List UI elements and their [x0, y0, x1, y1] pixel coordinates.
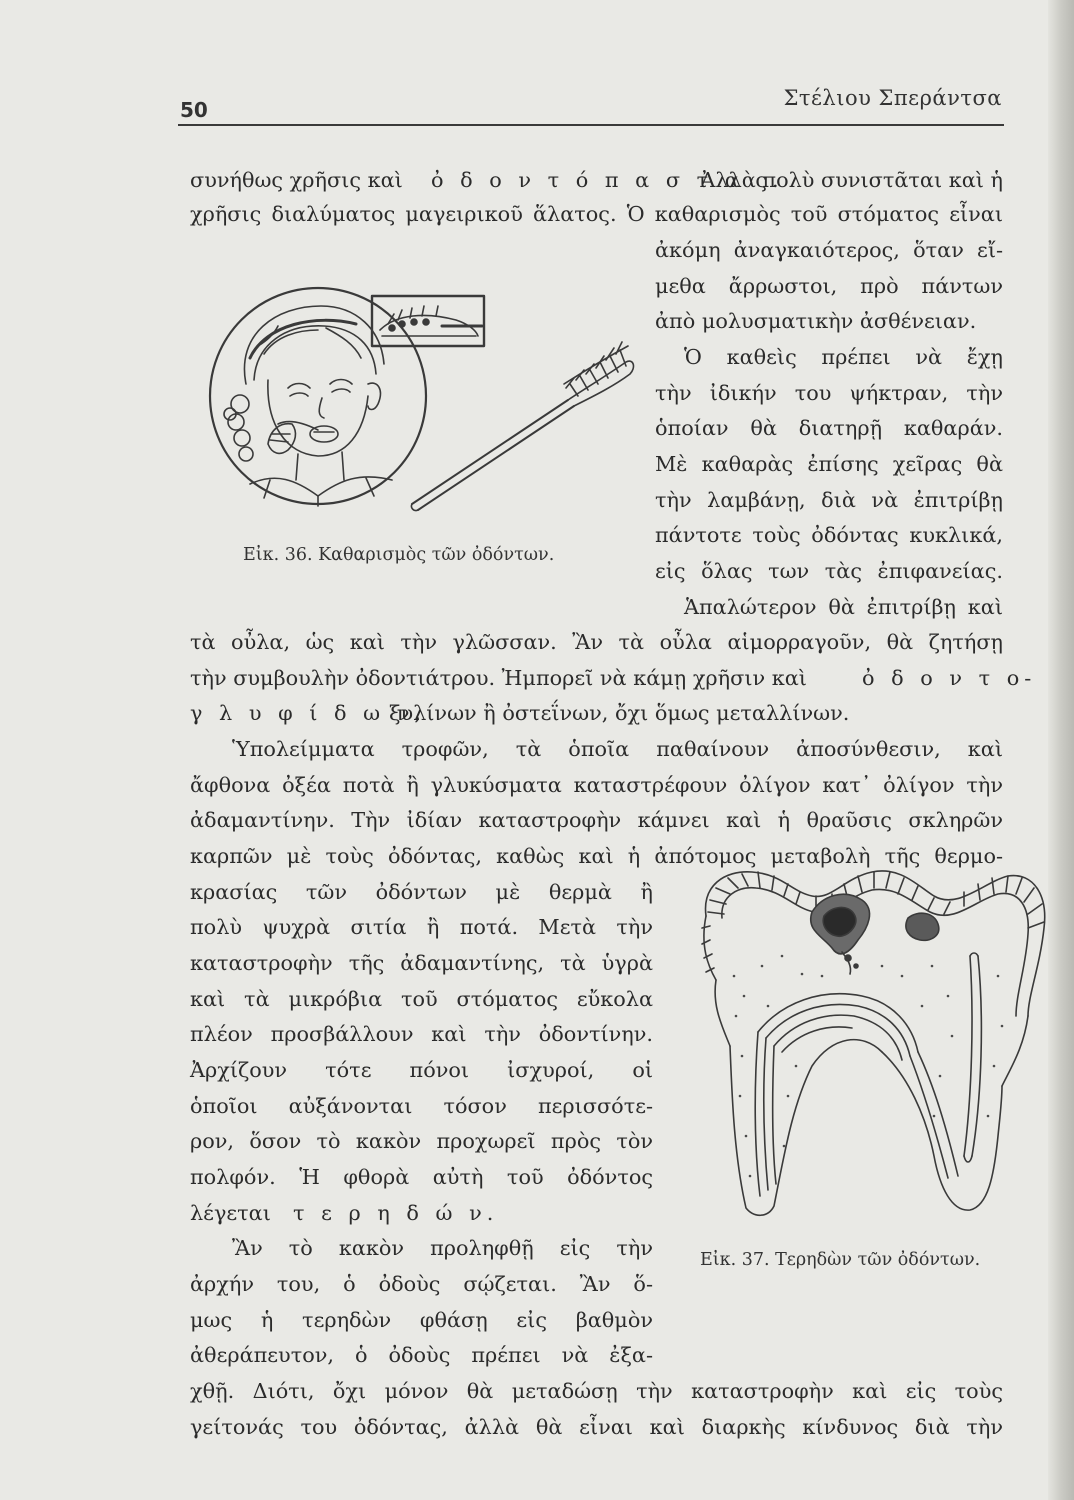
- text-line: συνήθως χρῆσις καὶ: [190, 168, 403, 192]
- scan-edge: [1048, 0, 1074, 1500]
- text-line: τὰ οὖλα, ὡς καὶ τὴν γλῶσσαν. Ἂν τὰ οὖλα αἱμορραγοῦν, θὰ ζητήσῃ: [190, 630, 1003, 654]
- text-line: ἀδαμαντίνην. Τὴν ἰδίαν καταστροφὴν κάμνει καὶ ἡ θραῦσις σκληρῶν: [190, 808, 1003, 832]
- text-line: ἀκόμη ἀναγκαιότερος, ὅταν εἴ-: [655, 238, 1003, 262]
- text-line: ἀρχήν του, ὁ ὀδοὺς σῴζεται. Ἂν ὅ-: [190, 1272, 653, 1296]
- text-line: καρπῶν μὲ τοὺς ὀδόντας, καθὼς καὶ ἡ ἀπότομος μεταβολὴ τῆς θερμο-: [190, 844, 1003, 868]
- text-line: Ἀλλὰ πολὺ συνιστᾶται καὶ ἡ: [700, 168, 1003, 192]
- emphasis-term: ὀ δ ο ν τ ο-: [862, 666, 1037, 690]
- text-line: Ἂν τὸ κακὸν προληφθῇ εἰς τὴν: [232, 1236, 653, 1260]
- text-line: Ὁ καθεὶς πρέπει νὰ ἔχῃ: [684, 345, 1003, 369]
- text-line: πάντοτε τοὺς ὀδόντας κυκλικά,: [655, 523, 1003, 547]
- running-title: Στέλιου Σπεράντσα: [783, 86, 1002, 110]
- text-line: ὁποίαν θὰ διατηρῇ καθαράν.: [655, 416, 1003, 440]
- text-line: τὴν λαμβάνῃ, διὰ νὰ ἐπιτρίβῃ: [655, 488, 1003, 512]
- emphasis-term: ὀ δ ο ν τ ό π α σ τ α ς.: [431, 168, 784, 192]
- text-line: πλέον προσβάλλουν καὶ τὴν ὀδοντίνην.: [190, 1022, 653, 1046]
- figure-37-tooth-decay-illustration: [672, 856, 1062, 1226]
- text-line: χθῇ. Διότι, ὄχι μόνον θὰ μεταδώσῃ τὴν καταστροφὴν καὶ εἰς τοὺς: [190, 1379, 1003, 1403]
- text-line: ρον, ὅσον τὸ κακὸν προχωρεῖ πρὸς τὸν: [190, 1129, 653, 1153]
- text-line: Ὑπολείμματα τροφῶν, τὰ ὁποῖα παθαίνουν ἀποσύνθεσιν, καὶ: [232, 737, 1003, 761]
- figure-37-caption: Εἰκ. 37. Τερηδὼν τῶν ὀδόντων.: [700, 1250, 981, 1270]
- text-line: ὁποῖοι αὐξάνονται τόσον περισσότε-: [190, 1094, 653, 1118]
- figure-36-caption: Εἰκ. 36. Καθαρισμὸς τῶν ὀδόντων.: [243, 545, 555, 565]
- text-line: λέγεται: [190, 1201, 271, 1225]
- text-line: μεθα ἄρρωστοι, πρὸ πάντων: [655, 274, 1003, 298]
- text-line: χρῆσις διαλύματος μαγειρικοῦ ἅλατος. Ὁ καθαρισμὸς τοῦ στόματος εἶναι: [190, 202, 1003, 226]
- text-line: ἄφθονα ὀξέα ποτὰ ἢ γλυκύσματα καταστρέφουν ὀλίγον κατ᾿ ὀλίγον τὴν: [190, 773, 1003, 797]
- page-number: 50: [180, 98, 208, 122]
- text-line: πολφόν. Ἡ φθορὰ αὐτὴ τοῦ ὀδόντος: [190, 1165, 653, 1189]
- text-line: Μὲ καθαρὰς ἐπίσης χεῖρας θὰ: [655, 452, 1003, 476]
- text-line: ξυλίνων ἢ ὀστεΐνων, ὄχι ὅμως μεταλλίνων.: [389, 701, 850, 725]
- header-rule: [178, 124, 1004, 126]
- text-line: τὴν συμβουλὴν ὀδοντιάτρου. Ἠμπορεῖ νὰ κάμῃ χρῆσιν καὶ: [190, 666, 807, 690]
- text-line: εἰς ὅλας των τὰς ἐπιφανείας.: [655, 559, 1003, 583]
- text-line: τὴν ἰδικήν του ψήκτραν, τὴν: [655, 381, 1003, 405]
- text-line: κρασίας τῶν ὀδόντων μὲ θερμὰ ἢ: [190, 880, 653, 904]
- text-line: ἀθεράπευτον, ὁ ὀδοὺς πρέπει νὰ ἐξα-: [190, 1343, 653, 1367]
- text-line: Ἀρχίζουν τότε πόνοι ἰσχυροί, οἱ: [190, 1058, 653, 1082]
- text-line: μως ἡ τερηδὼν φθάσῃ εἰς βαθμὸν: [190, 1308, 653, 1332]
- text-line: καὶ τὰ μικρόβια τοῦ στόματος εὔκολα: [190, 987, 653, 1011]
- text-line: ἀπὸ μολυσματικὴν ἀσθένειαν.: [655, 309, 977, 333]
- text-line: πολὺ ψυχρὰ σιτία ἢ ποτά. Μετὰ τὴν: [190, 915, 653, 939]
- emphasis-term: γ λ υ φ ί δ ω ν,: [190, 701, 426, 725]
- figure-36-tooth-brushing-illustration: [206, 284, 646, 524]
- text-line: γείτονάς του ὀδόντας, ἀλλὰ θὰ εἶναι καὶ διαρκὴς κίνδυνος διὰ τὴν: [190, 1415, 1003, 1439]
- emphasis-term: τ ε ρ η δ ώ ν.: [293, 1201, 499, 1225]
- text-line: Ἁπαλώτερον θὰ ἐπιτρίβῃ καὶ: [684, 595, 1003, 619]
- text-line: καταστροφὴν τῆς ἀδαμαντίνης, τὰ ὑγρὰ: [190, 951, 653, 975]
